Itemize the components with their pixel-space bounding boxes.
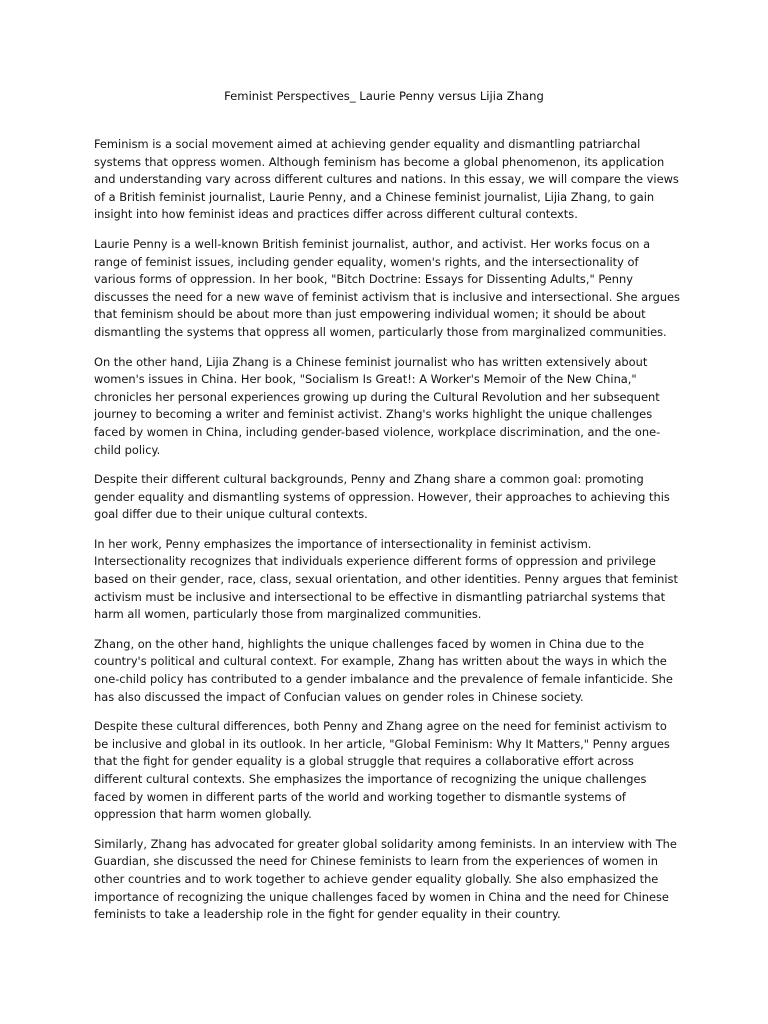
paragraph-8: Similarly, Zhang has advocated for greater global solidarity among feminists. In an interview with The Guardian, she discussed the need for Chinese feminists to learn from the experiences of women in other countries and to work together to achieve gender equality globally. She also emphasized the importance of recognizing the unique challenges faced by women in China and the need for Chinese feminists to take a leadership role in the fight for gender equality in their country. xyxy=(94,836,677,922)
paragraph-1: Feminism is a social movement aimed at achieving gender equality and dismantling patriarchal systems that oppress women. Although feminism has become a global phenomenon, its application and understanding vary across different cultures and nations. In this essay, we will compare the views of a British feminist journalist, Laurie Penny, and a Chinese feminist journalist, Lijia Zhang, to gain insight into how feminist ideas and practices differ across different cultural contexts. xyxy=(94,137,679,222)
document-title: Feminist Perspectives_ Laurie Penny versus Lijia Zhang xyxy=(224,89,544,103)
paragraph-5: In her work, Penny emphasizes the importance of intersectionality in feminist activism. Intersectionality recognizes that individuals experience different forms of oppression and privilege based on their gender, race, class, sexual orientation, and other identities. Penny argues that feminist activism must be inclusive and intersectional to be effective in dismantling patriarchal systems that harm all women, particularly those from marginalized communities. xyxy=(94,536,678,622)
paragraph-7: Despite these cultural differences, both Penny and Zhang agree on the need for feminist activism to be inclusive and global in its outlook. In her article, "Global Feminism: Why It Matters," Penny argues that the fight for gender equality is a global struggle that requires a collaborative effort across different cultural contexts. She emphasizes the importance of recognizing the unique challenges faced by women in different parts of the world and working together to dismantle systems of oppression that harm women globally. xyxy=(94,719,670,822)
paragraph-3: On the other hand, Lijia Zhang is a Chinese feminist journalist who has written extensively about women's issues in China. Her book, "Socialism Is Great!: A Worker's Memoir of the New China," chronicles her personal experiences growing up during the Cultural Revolution and her subsequent journey to becoming a writer and feminist activist. Zhang's works highlight the unique challenges faced by women in China, including gender-based violence, workplace discrimination, and the one-child policy. xyxy=(94,354,661,457)
paragraph-2: Laurie Penny is a well-known British feminist journalist, author, and activist. Her works focus on a range of feminist issues, including gender equality, women's rights, and the intersectionality of various forms of oppression. In her book, "Bitch Doctrine: Essays for Dissenting Adults," Penny discusses the need for a new wave of feminist activism that is inclusive and intersectional. She argues that feminism should be about more than just empowering individual women; it should be about dismantling the systems that oppress all women, particularly those from marginalized communities. xyxy=(94,236,680,339)
paragraph-6: Zhang, on the other hand, highlights the unique challenges faced by women in China due to the country's political and cultural context. For example, Zhang has written about the ways in which the one-child policy has contributed to a gender imbalance and the prevalence of female infanticide. She has also discussed the impact of Confucian values on gender roles in Chinese society. xyxy=(94,636,673,704)
paragraph-4: Despite their different cultural backgrounds, Penny and Zhang share a common goal: promoting gender equality and dismantling systems of oppression. However, their approaches to achieving this goal differ due to their unique cultural contexts. xyxy=(94,472,670,522)
document-body xyxy=(94,136,680,936)
